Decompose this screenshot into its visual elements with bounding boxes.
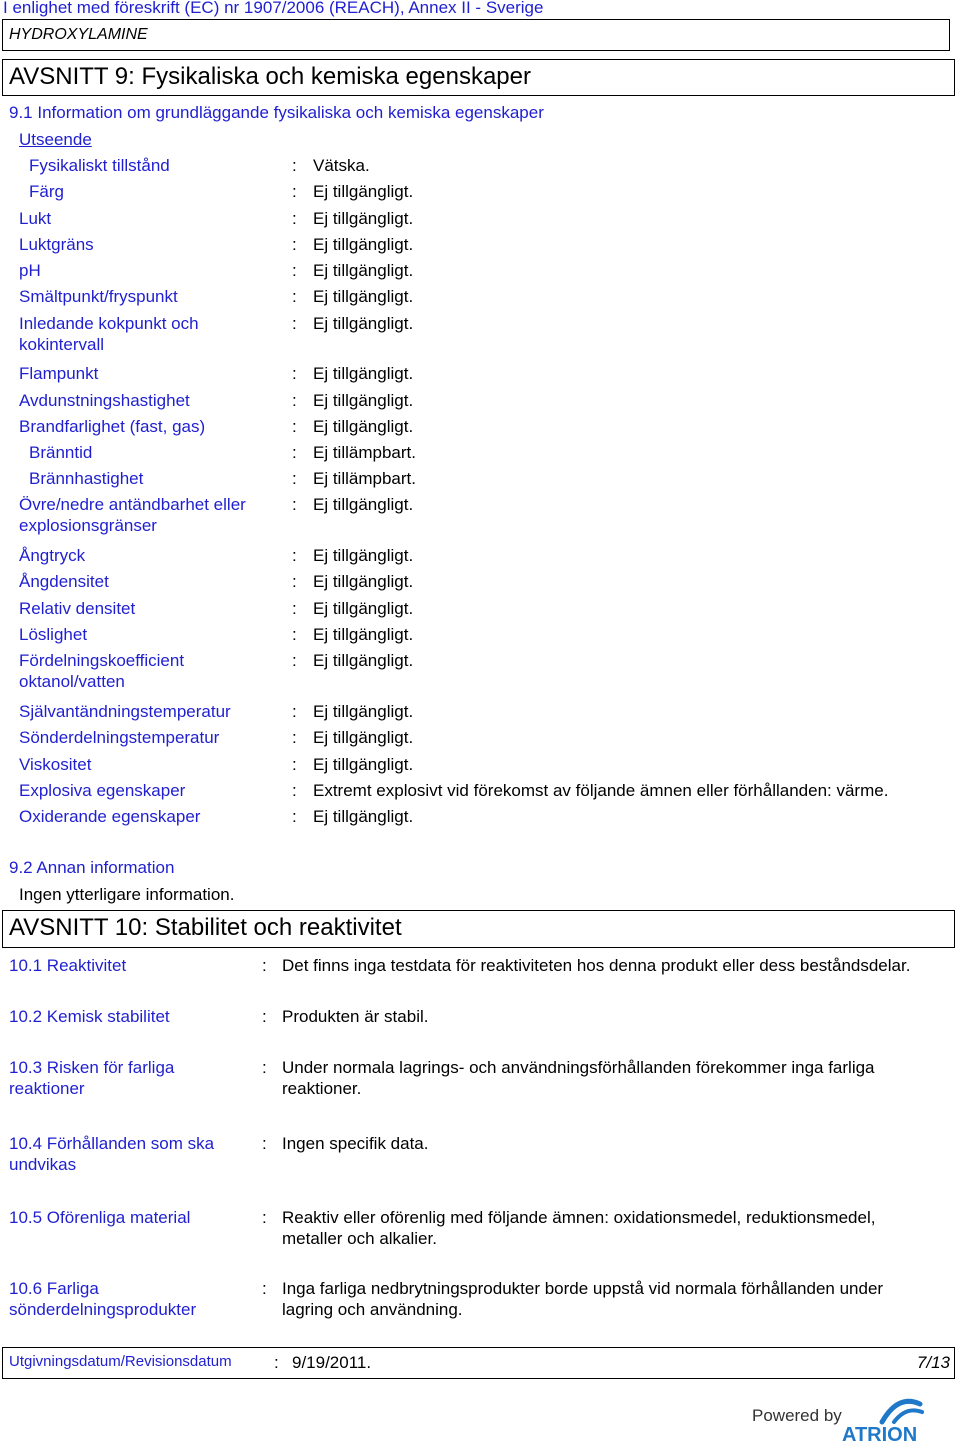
property-label: Explosiva egenskaper — [19, 781, 186, 800]
other-information-text: Ingen ytterligare information. — [19, 885, 235, 904]
property-value: Ej tillgängligt. — [313, 728, 414, 747]
section-10-value: Under normala lagrings- och användningsförhållanden förekommer inga farliga reaktioner. — [282, 1058, 875, 1098]
colon: : — [292, 364, 297, 383]
property-value: Ej tillgängligt. — [313, 755, 414, 774]
colon: : — [262, 1279, 267, 1298]
product-name: HYDROXYLAMINE — [9, 26, 148, 43]
property-value: Ej tillgängligt. — [313, 495, 414, 514]
colon: : — [292, 469, 297, 488]
property-label: Övre/nedre antändbarhet eller explosionsgränser — [19, 495, 246, 535]
section-10-value: Ingen specifik data. — [282, 1134, 429, 1153]
property-value: Ej tillgängligt. — [313, 287, 414, 306]
property-value: Ej tillgängligt. — [313, 235, 414, 254]
property-value: Ej tillämpbart. — [313, 469, 416, 488]
property-value: Ej tillgängligt. — [313, 572, 414, 591]
section-10-label: 10.5 Oförenliga material — [9, 1208, 191, 1227]
property-value: Ej tillgängligt. — [313, 625, 414, 644]
property-label: Färg — [29, 182, 64, 201]
section-10-value: Reaktiv eller oförenlig med följande ämnen: oxidationsmedel, reduktionsmedel, metaller och alkalier. — [282, 1208, 876, 1248]
colon: : — [292, 728, 297, 747]
section-10-value: Produkten är stabil. — [282, 1007, 429, 1026]
property-label: Avdunstningshastighet — [19, 391, 190, 410]
section-10-label: 10.6 Farliga sönderdelningsprodukter — [9, 1279, 197, 1319]
colon: : — [292, 391, 297, 410]
property-value: Ej tillgängligt. — [313, 599, 414, 618]
revision-date-value: 9/19/2011. — [292, 1353, 372, 1372]
subsection-9-2-title: 9.2 Annan information — [9, 858, 175, 877]
property-value: Vätska. — [313, 156, 370, 175]
property-label: Brandfarlighet (fast, gas) — [19, 417, 206, 436]
colon: : — [292, 599, 297, 618]
colon: : — [292, 546, 297, 565]
colon: : — [274, 1353, 279, 1372]
colon: : — [292, 781, 297, 800]
property-label: Smältpunkt/fryspunkt — [19, 287, 178, 306]
section-10-label: 10.1 Reaktivitet — [9, 956, 127, 975]
section-10-title: AVSNITT 10: Stabilitet och reaktivitet — [9, 914, 402, 941]
property-label: Bränntid — [29, 443, 93, 462]
appearance-heading: Utseende — [19, 130, 92, 149]
colon: : — [292, 495, 297, 514]
property-value: Ej tillgängligt. — [313, 209, 414, 228]
colon: : — [292, 572, 297, 591]
colon: : — [292, 156, 297, 175]
property-label: Relativ densitet — [19, 599, 136, 618]
section-9-title: AVSNITT 9: Fysikaliska och kemiska egenskaper — [9, 63, 531, 90]
property-value: Ej tillgängligt. — [313, 417, 414, 436]
colon: : — [292, 417, 297, 436]
colon: : — [292, 755, 297, 774]
property-label: Fysikaliskt tillstånd — [29, 156, 170, 175]
colon: : — [292, 314, 297, 333]
section-10-value: Det finns inga testdata för reaktiviteten hos denna produkt eller dess beståndsdelar. — [282, 956, 911, 975]
property-label: Oxiderande egenskaper — [19, 807, 201, 826]
property-label: Brännhastighet — [29, 469, 144, 488]
colon: : — [292, 443, 297, 462]
property-label: Självantändningstemperatur — [19, 702, 231, 721]
property-label: Flampunkt — [19, 364, 99, 383]
property-value: Ej tillgängligt. — [313, 314, 414, 333]
colon: : — [292, 261, 297, 280]
colon: : — [292, 702, 297, 721]
property-label: Ångtryck — [19, 546, 86, 565]
document-header-title: I enlighet med föreskrift (EC) nr 1907/2006 (REACH), Annex II - Sverige — [3, 0, 544, 17]
section-10-label: 10.2 Kemisk stabilitet — [9, 1007, 170, 1026]
property-value: Ej tillämpbart. — [313, 443, 416, 462]
colon: : — [292, 625, 297, 644]
atrion-logo-icon — [842, 1392, 954, 1426]
colon: : — [262, 1208, 267, 1227]
property-label: Inledande kokpunkt och kokintervall — [19, 314, 199, 354]
property-value: Ej tillgängligt. — [313, 261, 414, 280]
property-label: Ångdensitet — [19, 572, 109, 591]
colon: : — [262, 1058, 267, 1077]
section-10-label: 10.3 Risken för farliga reaktioner — [9, 1058, 175, 1098]
property-value: Ej tillgängligt. — [313, 651, 414, 670]
property-value: Extremt explosivt vid förekomst av följande ämnen eller förhållanden: värme. — [313, 781, 889, 800]
colon: : — [292, 287, 297, 306]
subsection-9-1-title: 9.1 Information om grundläggande fysikaliska och kemiska egenskaper — [9, 103, 544, 122]
property-label: Fördelningskoefficient oktanol/vatten — [19, 651, 185, 691]
powered-by-text: Powered by — [752, 1406, 842, 1425]
atrion-brand-text: ATRION — [842, 1424, 918, 1446]
property-label: Löslighet — [19, 625, 88, 644]
property-label: Viskositet — [19, 755, 92, 774]
revision-date-label: Utgivningsdatum/Revisionsdatum — [9, 1353, 232, 1370]
page-number: 7/13 — [916, 1353, 950, 1372]
colon: : — [292, 235, 297, 254]
colon: : — [292, 182, 297, 201]
property-value: Ej tillgängligt. — [313, 702, 414, 721]
colon: : — [292, 807, 297, 826]
colon: : — [292, 209, 297, 228]
property-label: Sönderdelningstemperatur — [19, 728, 220, 747]
colon: : — [292, 651, 297, 670]
section-10-label: 10.4 Förhållanden som ska undvikas — [9, 1134, 215, 1174]
property-label: Luktgräns — [19, 235, 94, 254]
property-label: pH — [19, 261, 41, 280]
property-value: Ej tillgängligt. — [313, 546, 414, 565]
section-10-value: Inga farliga nedbrytningsprodukter borde uppstå vid normala förhållanden under lagring och användning. — [282, 1279, 884, 1319]
property-value: Ej tillgängligt. — [313, 391, 414, 410]
property-value: Ej tillgängligt. — [313, 364, 414, 383]
property-label: Lukt — [19, 209, 52, 228]
property-value: Ej tillgängligt. — [313, 807, 414, 826]
colon: : — [262, 1007, 267, 1026]
colon: : — [262, 1134, 267, 1153]
colon: : — [262, 956, 267, 975]
property-value: Ej tillgängligt. — [313, 182, 414, 201]
